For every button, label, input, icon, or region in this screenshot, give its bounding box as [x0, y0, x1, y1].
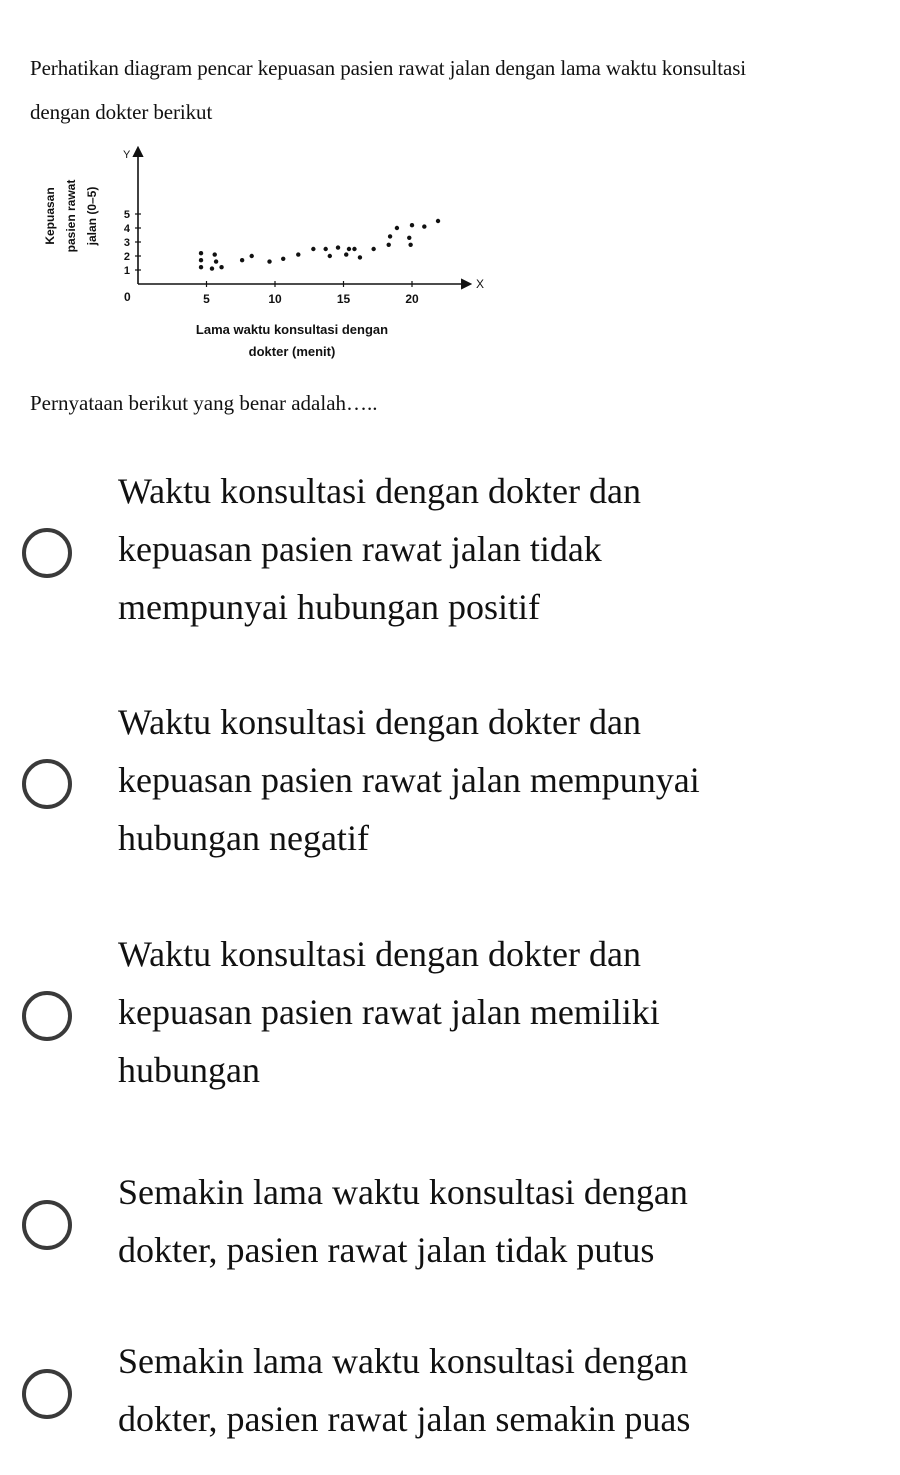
x-axis-letter: X: [476, 277, 485, 291]
data-point: [408, 243, 412, 247]
y-tick-label: 5: [123, 209, 130, 221]
data-point: [296, 252, 300, 256]
data-point: [219, 265, 223, 269]
data-point: [347, 247, 351, 251]
x-tick-label: 5: [203, 292, 210, 306]
option-text: [118, 1332, 878, 1448]
option-text-line: dokter, pasien rawat jalan semakin puas: [118, 1399, 691, 1439]
option-text-line: kepuasan pasien rawat jalan memiliki: [118, 992, 660, 1032]
answer-option-1[interactable]: [22, 462, 882, 636]
y-axis-label: [43, 180, 99, 253]
question-line-2: dengan dokter berikut: [30, 100, 213, 124]
option-text-line: mempunyai hubungan positif: [118, 587, 540, 627]
y-label-line-2: pasien rawat: [64, 179, 78, 253]
x-tick-label: 15: [336, 292, 351, 306]
data-point: [210, 266, 214, 270]
option-text-line: Waktu konsultasi dengan dokter dan: [118, 702, 641, 742]
y-label-line-3: jalan (0–5): [85, 186, 99, 246]
radio-button[interactable]: [22, 528, 72, 578]
data-point: [358, 255, 362, 259]
axis-ticks: [124, 209, 419, 306]
y-tick-label: 1: [123, 265, 130, 277]
data-point: [240, 258, 244, 262]
data-point: [250, 254, 254, 258]
y-axis-letter: Y: [123, 149, 131, 161]
data-point: [395, 226, 399, 230]
option-text-line: kepuasan pasien rawat jalan mempunyai: [118, 760, 700, 800]
data-point: [213, 252, 217, 256]
answer-option-5[interactable]: [22, 1332, 882, 1448]
data-point: [311, 247, 315, 251]
option-text: [118, 1163, 878, 1279]
radio-button[interactable]: [22, 759, 72, 809]
option-text-line: hubungan negatif: [118, 818, 369, 858]
scatter-chart: [30, 138, 490, 368]
data-point: [352, 247, 356, 251]
answer-option-3[interactable]: [22, 925, 882, 1099]
y-tick-label: 3: [123, 237, 130, 249]
data-point: [199, 265, 203, 269]
data-point: [281, 257, 285, 261]
question-line-1: Perhatikan diagram pencar kepuasan pasien rawat jalan dengan lama waktu konsultasi: [30, 56, 747, 80]
x-label-line-1: Lama waktu konsultasi dengan: [195, 322, 389, 337]
option-text-line: dokter, pasien rawat jalan tidak putus: [118, 1230, 655, 1270]
x-tick-label: 20: [405, 292, 419, 306]
option-text-line: hubungan: [118, 1050, 260, 1090]
y-tick-label: 4: [123, 223, 130, 235]
data-point: [422, 224, 426, 228]
option-text: [118, 925, 878, 1099]
radio-button[interactable]: [22, 1200, 72, 1250]
radio-button[interactable]: [22, 991, 72, 1041]
origin-label: 0: [124, 290, 131, 304]
data-point: [267, 259, 271, 263]
data-point: [199, 251, 203, 255]
data-point: [199, 258, 203, 262]
y-label-line-1: Kepuasan: [43, 187, 57, 245]
answer-option-4[interactable]: [22, 1163, 882, 1279]
radio-button[interactable]: [22, 1369, 72, 1419]
option-text-line: kepuasan pasien rawat jalan tidak: [118, 529, 602, 569]
data-points: [199, 219, 440, 271]
option-text: [118, 693, 878, 867]
question-text: [30, 46, 890, 134]
option-text-line: Semakin lama waktu konsultasi dengan: [118, 1172, 688, 1212]
data-point: [214, 259, 218, 263]
y-tick-label: 2: [123, 251, 130, 263]
x-label-line-2: dokter (menit): [248, 344, 336, 359]
x-tick-label: 10: [268, 292, 282, 306]
data-point: [436, 219, 440, 223]
data-point: [328, 254, 332, 258]
data-point: [410, 223, 414, 227]
data-point: [323, 247, 327, 251]
data-point: [336, 245, 340, 249]
data-point: [344, 252, 348, 256]
option-text-line: Waktu konsultasi dengan dokter dan: [118, 471, 641, 511]
data-point: [387, 243, 391, 247]
option-text-line: Waktu konsultasi dengan dokter dan: [118, 934, 641, 974]
answer-option-2[interactable]: [22, 693, 882, 867]
data-point: [388, 234, 392, 238]
data-point: [371, 247, 375, 251]
option-text: [118, 462, 878, 636]
prompt-text: Pernyataan berikut yang benar adalah…..: [30, 391, 378, 415]
data-point: [407, 236, 411, 240]
option-text-line: Semakin lama waktu konsultasi dengan: [118, 1341, 688, 1381]
